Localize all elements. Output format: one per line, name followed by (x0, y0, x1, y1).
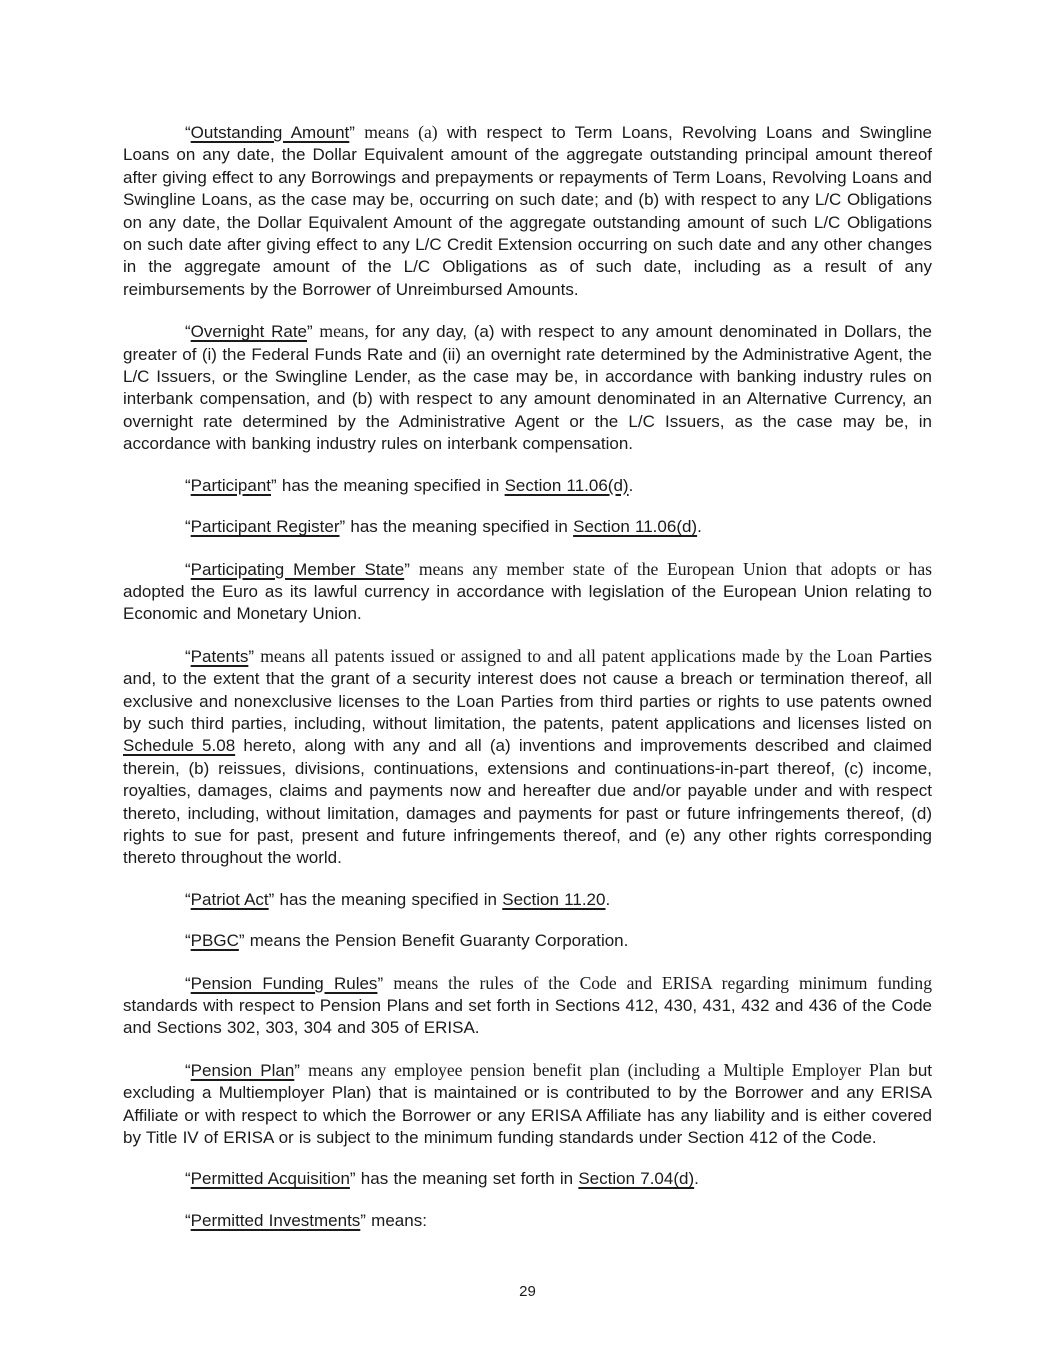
text-run: . (605, 889, 611, 909)
text-run: but excluding a Multiemployer Plan) that is maintained or is contributed to by the Borrower and any ERISA Affiliate or with respect to which the Borrower or any ERISA Affiliate has any liability and is either covered by Title IV of ERISA or is subject to the minimum funding standards under Section 412 of the Code. (123, 1060, 933, 1148)
defined-term: Permitted Acquisition (190, 1169, 350, 1189)
definition-pension-plan (123, 1059, 932, 1150)
definition-participant (123, 475, 932, 497)
text-run: means any employee pension benefit plan (including a Multiple Employer Plan (308, 1059, 901, 1080)
defined-term: Pension Funding Rules (190, 973, 378, 993)
text-run: means the rules of the Code and ERISA regarding minimum funding (393, 972, 932, 993)
defined-term: Overnight Rate (190, 322, 307, 342)
defined-term: Participant (190, 475, 271, 495)
text-run: Parties and, to the extent that the grant of a security interest does not cause a breach or termination thereof, all exclusive and nonexclusive licenses to the Loan Parties from third parties or rights to use patents owned by such third parties, including, without limitation, the patents, patent applications and licenses listed on (123, 646, 933, 733)
text-run: “ (185, 1060, 191, 1080)
section-reference: Section 11.06(d) (504, 475, 629, 495)
definition-outstanding-amount (123, 121, 932, 301)
defined-term: Participant Register (190, 517, 340, 537)
section-reference: Section 11.06(d) (573, 517, 698, 537)
page-number: 29 (519, 1283, 536, 1300)
defined-term: Permitted Investments (190, 1210, 361, 1230)
text-run: ” has the meaning specified in (339, 517, 574, 537)
text-run: “ (185, 322, 191, 342)
defined-term: Outstanding Amount (190, 123, 350, 142)
text-run: ” (404, 559, 419, 579)
definition-pbgc (123, 930, 932, 952)
definition-patents (123, 645, 932, 870)
definition-overnight-rate (123, 320, 932, 455)
text-run: “ (185, 646, 191, 666)
text-run: ” (248, 646, 261, 666)
defined-term: PBGC (190, 931, 239, 951)
document-body (123, 121, 932, 1232)
text-run: ” has the meaning set forth in (349, 1169, 579, 1189)
definition-patriot-act (123, 889, 932, 911)
defined-term: Patents (190, 646, 249, 666)
text-run: ” (349, 123, 365, 142)
section-reference: Section 7.04(d) (578, 1169, 695, 1189)
text-run: adopted the Euro as its lawful currency in accordance with legislation of the European Union relating to Economic and Monetary Union. (123, 581, 932, 624)
text-run: “ (185, 931, 191, 951)
text-run: ” (294, 1060, 309, 1080)
defined-term: Patriot Act (190, 889, 269, 909)
text-run: means all patents issued or assigned to and all patent applications made by the Loan (260, 645, 873, 666)
text-run: ” (307, 322, 320, 342)
text-run: ” (377, 973, 394, 993)
text-run: “ (185, 559, 191, 579)
text-run: ” has the meaning specified in (268, 889, 503, 909)
defined-term: Pension Plan (190, 1060, 295, 1080)
definition-permitted-acquisition (123, 1168, 932, 1190)
text-run: ” means: (360, 1210, 427, 1230)
definition-pension-funding-rules (123, 972, 932, 1040)
text-run: “ (185, 123, 191, 142)
text-run: “ (185, 475, 191, 495)
text-run: ” has the meaning specified in (271, 475, 505, 495)
text-run: with respect to Term Loans, Revolving Loans and Swingline Loans on any date, the Dollar Equivalent amount of the aggregate outstanding principal amount thereof after giving effect to any Borrowings and prepayments or repayments of Term Loans, Revolving Loans and Swingline Loans, as the case may be, occurring on such date; and (b) with respect to any L/C Obligations on any date, the Dollar Equivalent Amount of the aggregate outstanding amount of such L/C Obligations on such date after giving effect to any L/C Credit Extension occurring on such date and any other changes in the aggregate amount of the L/C Obligations as of such date, including as a result of any reimbursements by the Borrower of Unreimbursed Amounts. (123, 123, 932, 299)
text-run: means, (319, 321, 369, 342)
text-run: means (a) (364, 122, 438, 142)
text-run: . (697, 517, 702, 537)
text-run: “ (185, 973, 191, 993)
section-reference: Section 11.20 (502, 889, 606, 909)
text-run: means any member state of the European Union that adopts or has (418, 558, 932, 579)
text-run: “ (185, 1210, 191, 1230)
text-run: hereto, along with any and all (a) inventions and improvements described and claimed therein, (b) reissues, divisions, continuations, extensions and continuations-in-part thereof, (c) income, royalties, damages, claims and payments now and hereafter due and/or payable under and with respect thereto, including, without limitation, damages and payments for past or future infringements thereof, (d) rights to sue for past, present and future infringements thereof, and (e) any other rights corresponding thereto throughout the world. (123, 736, 932, 868)
text-run: ” means the Pension Benefit Guaranty Corporation. (238, 931, 629, 951)
definition-participating-member-state (123, 558, 932, 626)
text-run: “ (185, 889, 191, 909)
text-run: “ (185, 1169, 191, 1189)
text-run: . (628, 475, 634, 495)
section-reference: Schedule 5.08 (123, 736, 236, 756)
definition-participant-register (123, 516, 932, 538)
text-run: “ (185, 517, 191, 537)
text-run: for any day, (a) with respect to any amount denominated in Dollars, the greater of (i) the Federal Funds Rate and (ii) an overnight rate determined by the Administrative Agent, the L/C Issuers, or the Swingline Lender, as the case may be, in accordance with banking industry rules on interbank compensation, and (b) with respect to any amount denominated in an Alternative Currency, an overnight rate determined by the Administrative Agent or the L/C Issuers, as the case may be, in accordance with banking industry rules on interbank compensation. (123, 322, 932, 454)
text-run: . (694, 1169, 699, 1189)
definition-permitted-investments (123, 1210, 932, 1232)
text-run: standards with respect to Pension Plans and set forth in Sections 412, 430, 431, 432 and 436 of the Code and Sections 302, 303, 304 and 305 of ERISA. (123, 996, 932, 1038)
defined-term: Participating Member State (190, 559, 405, 579)
